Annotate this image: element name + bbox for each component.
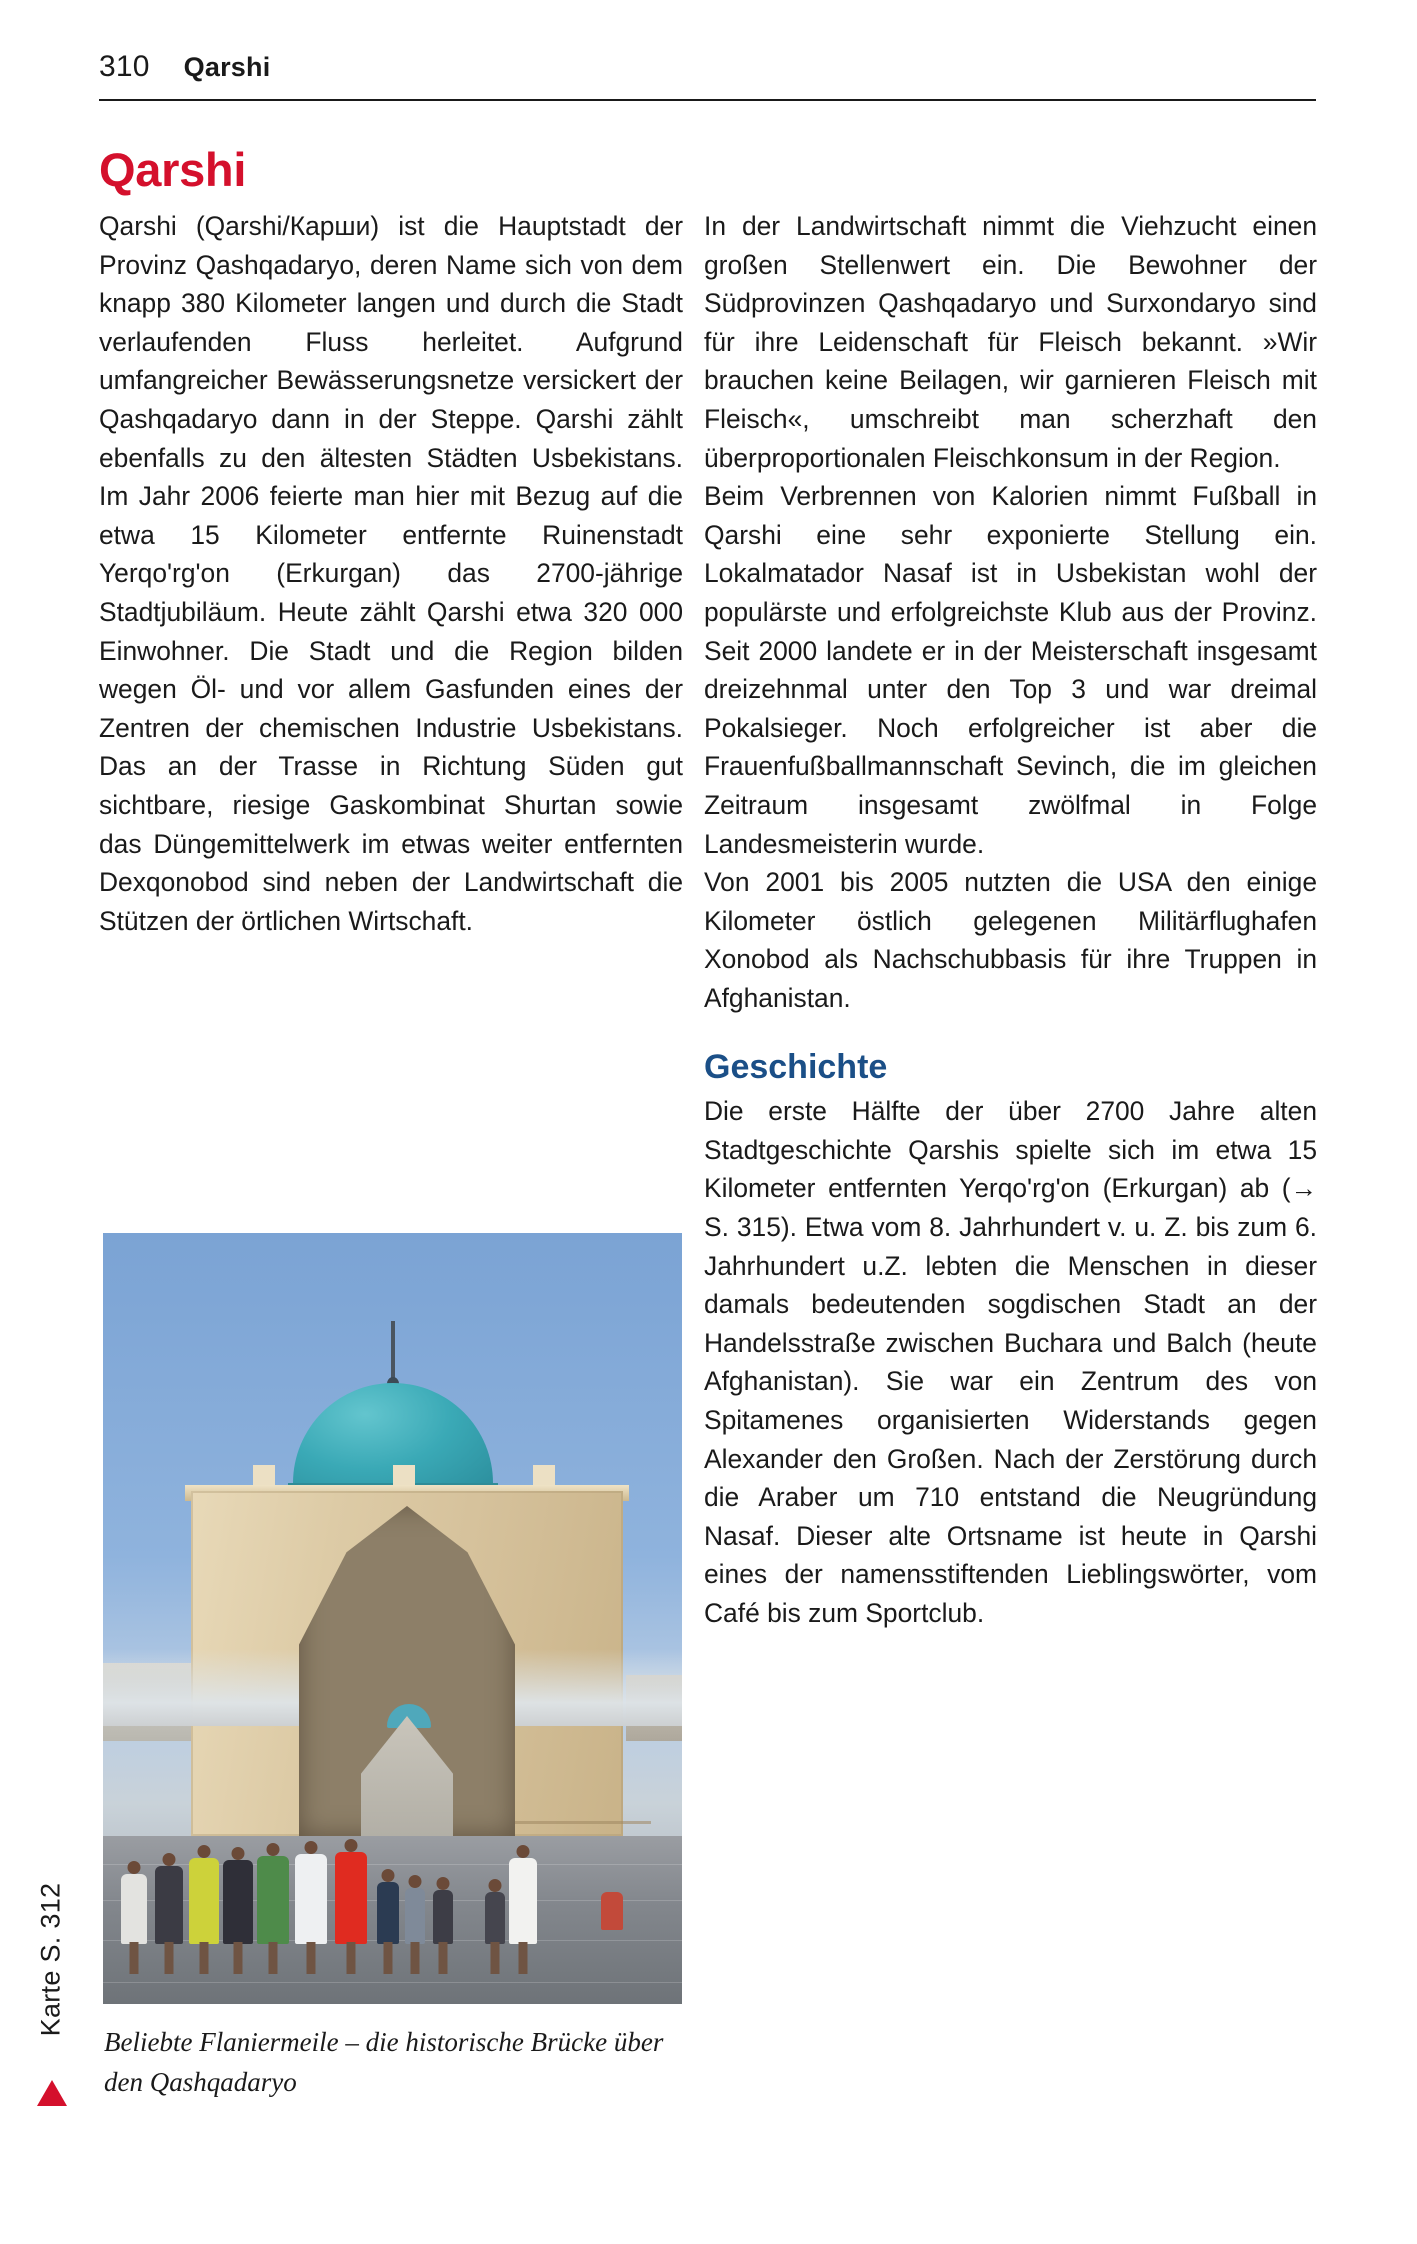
figure-photo (103, 1233, 682, 2004)
street-vendor-cart (601, 1892, 623, 1930)
pedestrian (121, 1874, 147, 1944)
dome-finial-icon (391, 1321, 395, 1385)
body-paragraph: In der Landwirtschaft nimmt die Viehzucht einen großen Stellenwert ein. Die Bewohner der Südprovinzen Qashqadaryo und Surxondaryo sind für ihre Leidenschaft für Fleisch bekannt. »Wir brauchen keine Beilagen, wir garnieren Fleisch mit Fleisch«, umschreibt man scherzhaft den überproportionalen Fleischkonsum in der Region. (704, 211, 1317, 473)
roof-merlon (253, 1465, 275, 1487)
body-paragraph: Qarshi (Qarshi/Карши) ist die Hauptstadt der Provinz Qashqadaryo, deren Name sich von dem knapp 380 Kilometer langen und durch die Stadt verlaufenden Fluss herleitet. Aufgrund umfangreicher Bewässerungsnetze versickert der Qashqadaryo dann in der Steppe. Qarshi zählt ebenfalls zu den ältesten Städten Usbekistans. Im Jahr 2006 feierte man hier mit Bezug auf die etwa 15 Kilometer entfernte Ruinenstadt Yerqo'rg'on (Erkurgan) das 2700-jährige Stadtjubiläum. Heute zählt Qarshi etwa 320 000 Einwohner. Die Stadt und die Region bilden wegen Öl- und vor allem Gasfunden eines der Zentren der chemischen Industrie Usbekistans. Das an der Trasse in Richtung Süden gut sichtbare, riesige Gaskombinat Shurtan sowie das Düngemittelwerk im etwas weiter entfernten Dexqonobod sind neben der Landwirtschaft die Stützen der örtlichen Wirtschaft. (99, 211, 683, 936)
running-header-title: Qarshi (183, 52, 271, 82)
body-paragraph: Die erste Hälfte der über 2700 Jahre alten Stadtgeschichte Qarshis spielte sich im etwa 15 Kilometer entfernten Yerqo'rg'on (Erkurgan) ab (→ S. 315). Etwa vom 8. Jahrhundert v. u. Z. bis zum 6. Jahrhundert u.Z. lebten die Menschen in dieser damals bedeutenden sogdischen Stadt an der Handelsstraße zwischen Buchara und Balch (heute Afghanistan). Sie war ein Zentrum des von Spitamenes organisierten Widerstands gegen Alexander den Großen. Nach der Zerstörung durch die Araber um 710 entstand die Neugründung Nasaf. Dieser alte Ortsname ist heute in Qarshi eines der namensstiftenden Lieblingswörter, vom Café bis zum Sportclub. (704, 1096, 1317, 1628)
section-heading-geschichte: Geschichte (704, 1048, 888, 1087)
page-number: 310 (99, 50, 150, 83)
marginal-map-label: Karte S. 312 (35, 1882, 66, 2037)
right-text-column (704, 207, 1317, 1633)
figure-caption: Beliebte Flaniermeile – die historische Brücke über den Qashqadaryo (104, 2027, 664, 2097)
photo-bridge-qashqadaryo (103, 1233, 682, 2004)
body-paragraph: Beim Verbrennen von Kalorien nimmt Fußball in Qarshi eine sehr exponierte Stellung ein. Lokalmatador Nasaf ist in Usbekistan wohl der populärste und erfolgreichste Klub aus der Provinz. Seit 2000 landete er in der Meisterschaft insgesamt dreizehnmal unter den Top 3 und war dreimal Pokalsieger. Noch erfolgreicher ist aber die Frauenfußballmannschaft Sevinch, die im gleichen Zeitraum insgesamt zwölfmal in Folge Landesmeisterin wurde. (704, 481, 1317, 859)
pedestrian (223, 1860, 253, 1944)
pedestrian (335, 1852, 367, 1944)
pedestrian (295, 1854, 327, 1944)
header-divider-rule (99, 99, 1316, 101)
body-paragraph: Von 2001 bis 2005 nutzten die USA den einige Kilometer östlich gelegenen Militärflughafen Xonobod als Nachschubbasis für ihre Truppen in Afghanistan. (704, 867, 1317, 1013)
marginal-map-reference[interactable] (20, 1840, 80, 2140)
triangle-up-icon (37, 2080, 67, 2106)
pedestrian (509, 1858, 537, 1944)
pedestrian (377, 1882, 399, 1944)
pedestrian (257, 1856, 289, 1944)
left-text-column (99, 207, 683, 940)
pedestrian (485, 1892, 505, 1944)
roof-merlon (533, 1465, 555, 1487)
roof-merlon (393, 1465, 415, 1487)
running-header (99, 50, 1319, 84)
page-title: Qarshi (99, 143, 247, 197)
pedestrian (433, 1890, 453, 1944)
pedestrian (189, 1858, 219, 1944)
pedestrian (405, 1888, 425, 1944)
pedestrian (155, 1866, 183, 1944)
